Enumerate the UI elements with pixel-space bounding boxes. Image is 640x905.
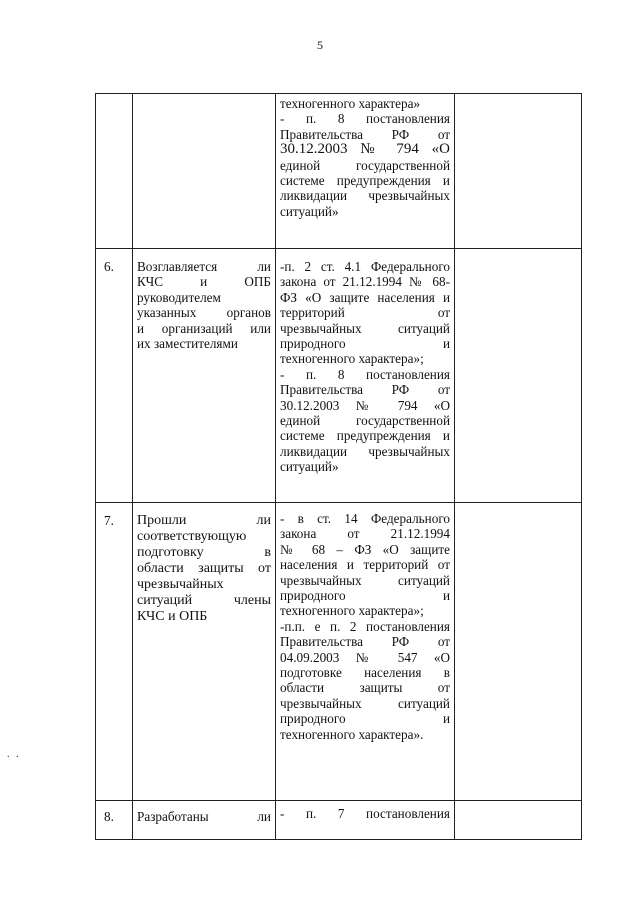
basis-line: закона от 21.12.1994 [280, 526, 450, 542]
basis-line: системе предупреждения и [280, 173, 450, 189]
table-row [96, 801, 582, 840]
basis-line: ФЗ «О защите населения и [280, 289, 450, 305]
table-row [96, 94, 582, 249]
basis-line: Правительства РФ от [280, 634, 450, 650]
table-row [96, 249, 582, 503]
basis-line: техногенного характера» [280, 96, 421, 111]
basis-line: техногенного характера»; [280, 351, 424, 367]
legal-basis-cell [276, 503, 455, 801]
legal-basis-cell [276, 249, 455, 503]
basis-line: 30.12.2003 № 794 «О [280, 397, 450, 413]
basis-line: области защиты от [280, 680, 450, 696]
notes-cell [455, 503, 582, 801]
question-line: чрезвычайных [137, 577, 224, 592]
basis-line: территорий от [280, 305, 450, 321]
row-number: 7. [96, 503, 133, 801]
question-line: области защиты от [137, 561, 271, 576]
question-cell [133, 503, 276, 801]
basis-line: единой государственной [280, 413, 450, 429]
notes-cell [455, 94, 582, 249]
basis-line: единой государственной [280, 157, 450, 173]
legal-basis-cell [276, 801, 455, 840]
basis-line: природного и [280, 588, 450, 604]
table-row [96, 503, 582, 801]
basis-line: природного и [280, 711, 450, 727]
basis-line: - п. 8 постановления [280, 111, 450, 127]
legal-basis-cell [276, 94, 455, 249]
question-line: соответствующую [137, 529, 247, 544]
question-line: Прошли ли [137, 513, 271, 528]
row-number: 6. [96, 249, 133, 503]
basis-line: чрезвычайных ситуаций [280, 320, 450, 336]
basis-line: 04.09.2003 № 547 «О [280, 649, 450, 665]
question-cell [133, 249, 276, 503]
basis-line: ситуаций» [280, 203, 339, 219]
basis-line: природного и [280, 336, 450, 352]
basis-line: - п. 8 постановления [280, 366, 450, 382]
checklist-table [95, 93, 582, 840]
question-cell [133, 801, 276, 840]
notes-cell [455, 249, 582, 503]
basis-line: ликвидации чрезвычайных [280, 443, 450, 459]
question-line: подготовку в [137, 545, 271, 560]
question-line: КЧС и ОПБ [137, 274, 271, 290]
basis-line: закона от 21.12.1994 № 68- [280, 274, 450, 290]
question-line: руководителем [137, 289, 221, 305]
basis-line: 30.12.2003 № 794 «О [280, 141, 450, 158]
question-line: КЧС и ОПБ [137, 609, 208, 624]
basis-line: - п. 7 постановления [280, 806, 450, 821]
question-line: указанных органов [137, 305, 271, 321]
row-number: 8. [96, 801, 133, 840]
notes-cell [455, 801, 582, 840]
basis-line: населения и территорий от [280, 557, 450, 573]
basis-line: - в ст. 14 Федерального [280, 511, 450, 526]
basis-line: чрезвычайных ситуаций [280, 695, 450, 711]
margin-mark: . . [7, 749, 21, 760]
basis-line: № 68 – ФЗ «О защите [280, 541, 450, 557]
basis-line: техногенного характера»; [280, 603, 424, 619]
basis-line: подготовке населения в [280, 665, 450, 681]
question-line: их заместителями [137, 336, 238, 352]
basis-line: техногенного характера». [280, 726, 424, 742]
question-line: Разработаны ли [137, 809, 271, 824]
basis-line: ситуаций» [280, 459, 339, 475]
page-number: 5 [317, 38, 323, 52]
basis-line: -п. 2 ст. 4.1 Федерального [280, 259, 450, 274]
basis-line: -п.п. е п. 2 постановления [280, 618, 450, 634]
question-line: ситуаций члены [137, 593, 271, 608]
basis-line: системе предупреждения и [280, 428, 450, 444]
basis-line: ликвидации чрезвычайных [280, 188, 450, 204]
question-line: и организаций или [137, 320, 271, 336]
basis-line: Правительства РФ от [280, 382, 450, 398]
row-number [96, 94, 133, 249]
basis-line: Правительства РФ от [280, 126, 450, 142]
question-cell [133, 94, 276, 249]
basis-line: чрезвычайных ситуаций [280, 572, 450, 588]
question-line: Возглавляется ли [137, 259, 271, 274]
